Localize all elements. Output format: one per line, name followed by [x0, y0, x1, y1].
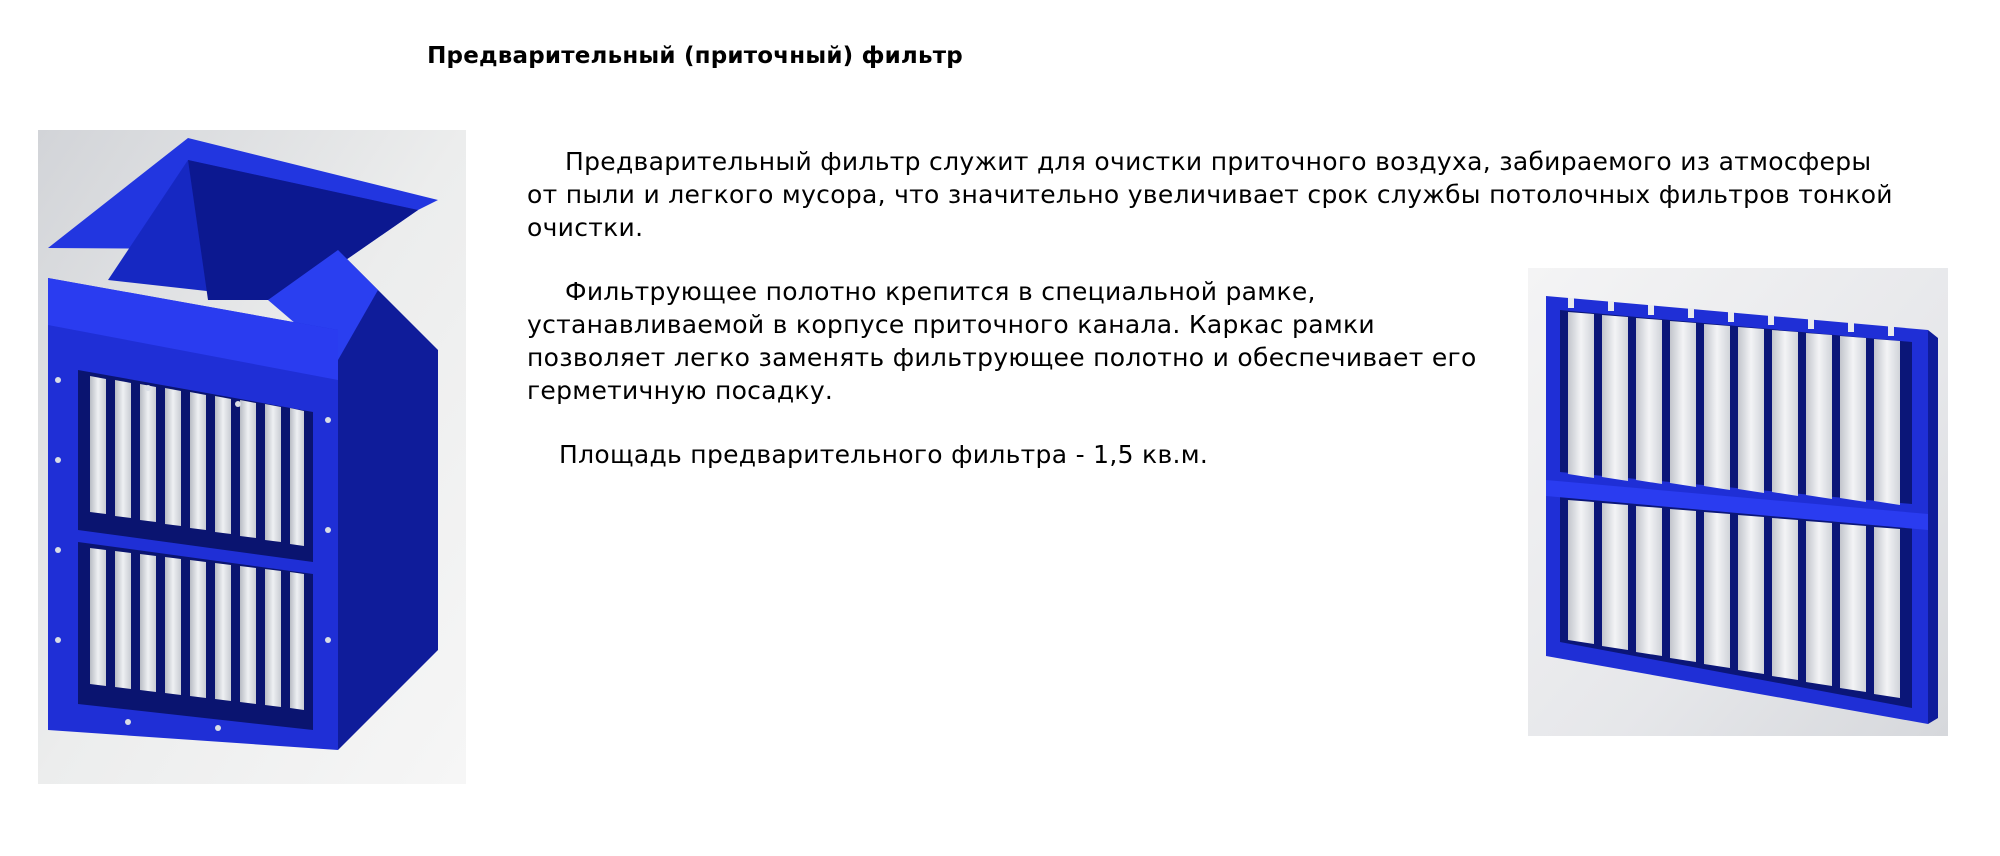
filter-housing-illustration	[38, 130, 466, 784]
page-title: Предварительный (приточный) фильтр	[427, 43, 963, 69]
filter-area-paragraph: Площадь предварительного фильтра - 1,5 кв.м.	[559, 440, 1209, 469]
filter-frame-illustration	[1528, 268, 1948, 736]
description-paragraph-2: Фильтрующее полотно крепится в специальной рамке, устанавливаемой в корпусе приточного канала. Каркас рамки позволяет легко заменять фильтрующее полотно и обеспечивает его герметичную посадку.	[527, 277, 1477, 405]
description-paragraph-1: Предварительный фильтр служит для очистки приточного воздуха, забираемого из атмосферы от пыли и легкого мусора, что значительно увеличивает срок службы потолочных фильтров тонкой очистки.	[527, 147, 1893, 242]
filter-housing-3d-icon	[38, 130, 466, 784]
filter-frame-3d-icon	[1528, 268, 1948, 736]
frame-side	[1928, 330, 1938, 724]
lower-blades	[90, 548, 304, 710]
